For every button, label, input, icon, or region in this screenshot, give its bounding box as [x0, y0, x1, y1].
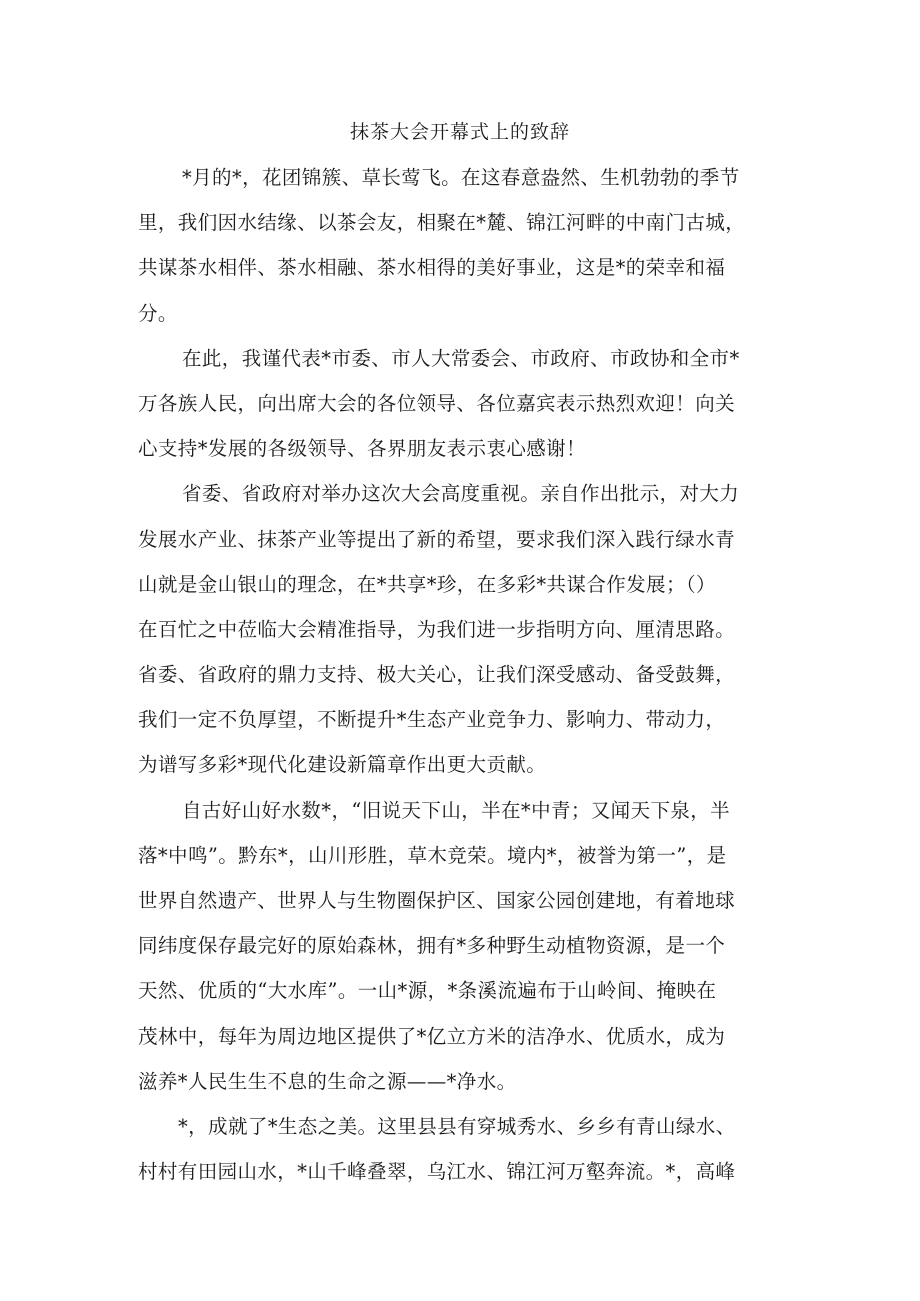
- text-line: 发展水产业、抹茶产业等提出了新的希望，要求我们深入践行绿水青: [138, 527, 736, 551]
- text-line: 省委、省政府对举办这次大会高度重视。亲自作出批示，对大力: [182, 482, 740, 506]
- document-title: 抹茶大会开幕式上的致辞: [349, 121, 570, 143]
- text-line: 自古好山好水数*，“旧说天下山，半在*中青；又闻天下泉，半: [182, 798, 731, 822]
- text-line: 共谋茶水相伴、茶水相融、茶水相得的美好事业，这是*的荣幸和福: [138, 256, 726, 280]
- text-line: 同纬度保存最完好的原始森林，拥有*多种野生动植物资源，是一个: [138, 934, 726, 958]
- text-line: 天然、优质的“大水库”。一山*源，*条溪流遍布于山岭间、掩映在: [138, 979, 717, 1003]
- text-line: 心支持*发展的各级领导、各界朋友表示衷心感谢！: [138, 437, 586, 461]
- text-line: *，成就了*生态之美。这里县县有穿城秀水、乡乡有青山绿水、: [178, 1114, 736, 1138]
- text-line: 村村有田园山水，*山千峰叠翠，乌江水、锦江河万壑奔流。*，高峰: [138, 1160, 736, 1184]
- document-body: [138, 155, 788, 1194]
- text-line: 世界自然遗产、世界人与生物圈保护区、国家公园创建地，有着地球: [138, 889, 736, 912]
- text-line: 落*中鸣”。黔东*，山川形胜，草木竞荣。境内*，被誉为第一”，是: [138, 843, 727, 867]
- text-line: 万各族人民，向出席大会的各位领导、各位嘉宾表示热烈欢迎！向关: [138, 391, 736, 415]
- text-line: 茂林中，每年为周边地区提供了*亿立方米的洁净水、优质水，成为: [138, 1024, 726, 1048]
- text-line: *月的*，花团锦簇、草长莺飞。在这春意盎然、生机勃勃的季节: [182, 166, 740, 189]
- text-line: 山就是金山银山的理念，在*共享*珍，在多彩*共谋合作发展；（）: [138, 572, 716, 596]
- text-line: 里，我们因水结缘、以茶会友，相聚在*麓、锦江河畔的中南门古城，: [138, 211, 746, 235]
- text-line: 在百忙之中莅临大会精准指导，为我们进一步指明方向、厘清思路。: [138, 617, 736, 641]
- text-line: 滋养*人民生生不息的生命之源——*净水。: [138, 1069, 517, 1093]
- text-line: 为谱写多彩*现代化建设新篇章作出更大贡献。: [138, 753, 547, 777]
- text-line: 我们一定不负厚望，不断提升*生态产业竞争力、影响力、带动力，: [138, 708, 726, 732]
- text-line: 在此，我谨代表*市委、市人大常委会、市政府、市政协和全市*: [182, 346, 740, 370]
- text-line: 省委、省政府的鼎力支持、极大关心，让我们深受感动、备受鼓舞，: [138, 663, 736, 687]
- text-line: 分。: [138, 301, 178, 325]
